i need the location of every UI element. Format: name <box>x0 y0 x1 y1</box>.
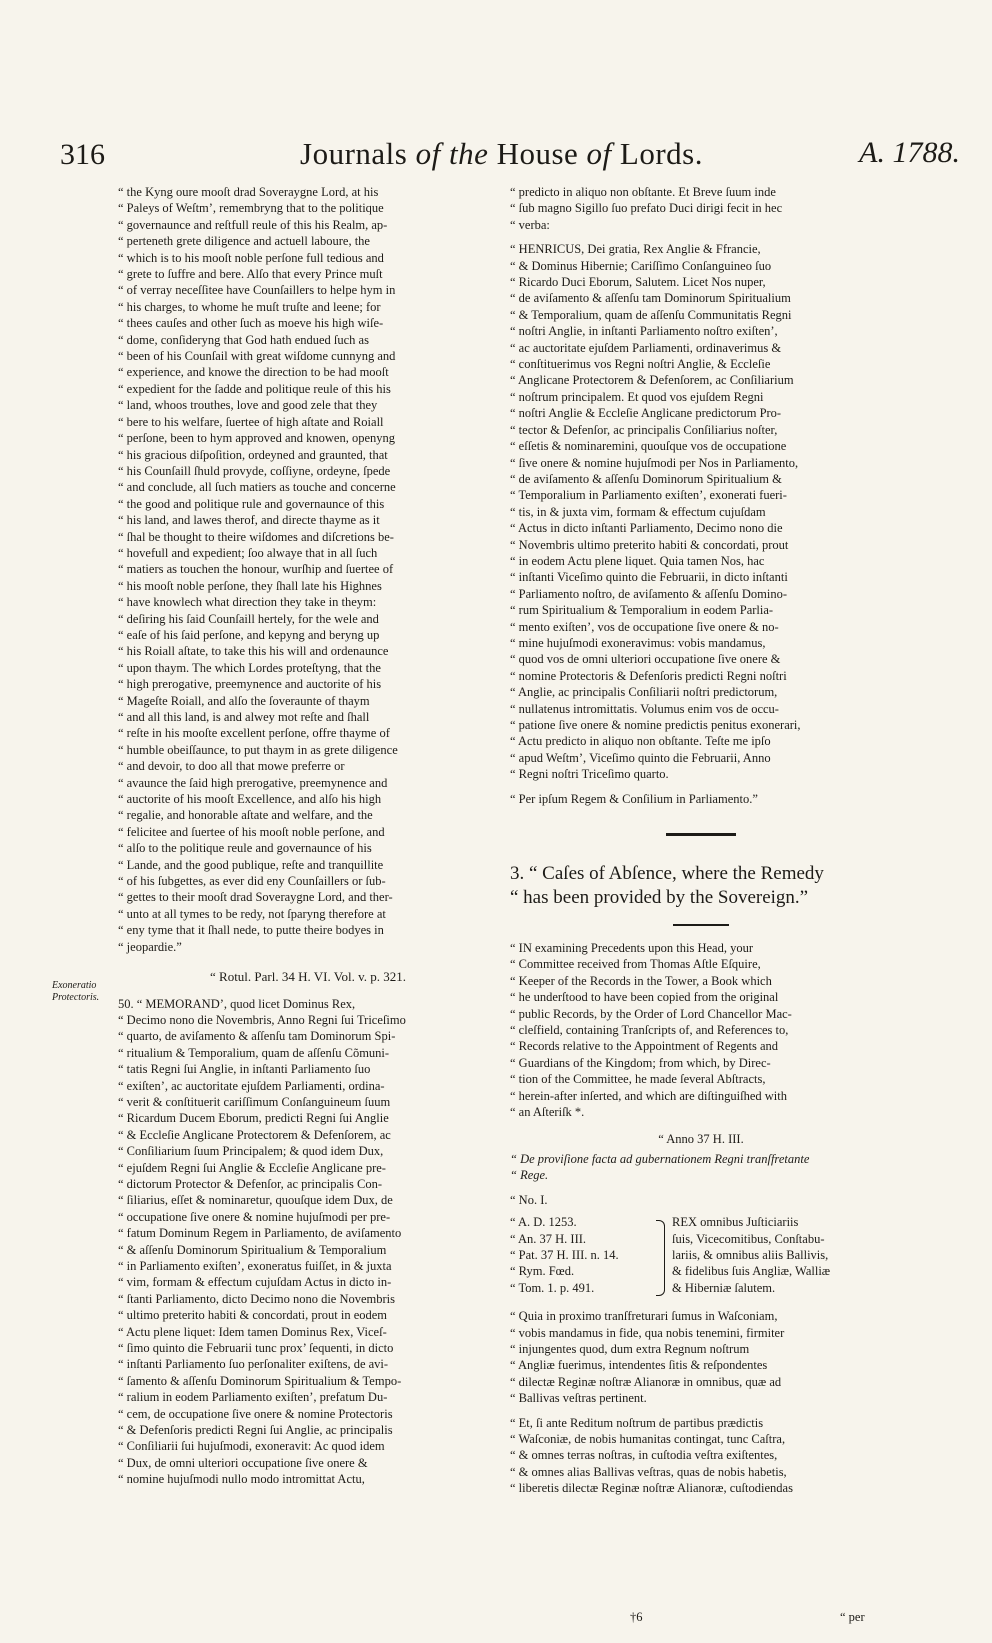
section-rule <box>666 833 736 836</box>
brace <box>656 1220 665 1296</box>
right-paragraph-4: “ Quia in proximo tranſfreturari ſumus in Waſconiam, “ vobis mandamus in fide, qua nobis tenemini, firmiter “ injungentes quod, dum extra Regnum noſtrum “ Angliæ fuerimus, intendentes ſitis & reſpondentes “ dilectæ Reginæ noſtræ Alianoræ in omnibus, quæ ad “ Ballivas veſtras pertinent. <box>510 1309 785 1406</box>
reference-citations: “ A. D. 1253. “ An. 37 H. III. “ Pat. 37 H. III. n. 14. “ Rym. Fœd. “ Tom. 1. p. 491. <box>510 1215 619 1295</box>
anno-heading: “ Anno 37 H. III. <box>658 1131 744 1146</box>
catchword: “ per <box>840 1610 865 1624</box>
number-one: “ No. I. <box>510 1192 548 1207</box>
right-column <box>510 184 892 1497</box>
right-paragraph-3: “ IN examining Precedents upon this Head, your “ Committee received from Thomas Aſtle Eſquire, “ Keeper of the Records in the Tower, a Book which “ he underſtood to have been copied from the original “ public Records, by the Order of Lord Chancellor Mac- “ cleſfield, containing Tranſcripts of, and References to, “ Records relative to the Appointment of Regents and “ Guardians of the Kingdom; from which, by Direc- “ tion of the Committee, he made ſeveral Abſtracts, “ herein-after inſerted, and which are diſtinguiſhed with “ an Aſteriſk *. <box>510 941 792 1120</box>
per-ipsum-line: “ Per ipſum Regem & Conſilium in Parliamento.” <box>510 791 758 806</box>
heading-rule <box>673 924 729 926</box>
provisione-heading: “ De proviſione facta ad gubernationem Regni tranſfretante “ Rege. <box>510 1151 810 1183</box>
right-paragraph-5: “ Et, ſi ante Reditum noſtrum de partibus prædictis “ Waſconiæ, de nobis humanitas contingat, tunc Caſtra, “ & omnes terras noſtras, in cuſtodia veſtra exiſtentes, “ & omnes alias Ballivas veſtras, quas de nobis habetis, “ liberetis dilectæ Reginæ noſtræ Alianoræ, cuſtodiendas <box>510 1415 793 1496</box>
year: A. 1788. <box>859 136 960 169</box>
running-header <box>60 128 960 178</box>
right-paragraph-1: “ predicto in aliquo non obſtante. Et Breve ſuum inde “ ſub magno Sigillo ſuo prefato Duci dirigi fecit in hec “ verba: <box>510 185 783 232</box>
left-paragraph-1: “ the Kyng oure mooſt drad Soveraygne Lord, at his “ Paleys of Weſtm’, remembryng that to the politique “ governaunce and reſtfull reule of this his Realm, ap- “ perteneth grete diligence and actuell laboure, the “ which is to his mooſt noble perſone full tedious and “ grete to ſuffre and bere. Alſo that every Prince muſt “ of verray neceſſitee have Counſaillers to helpe hym in “ his charges, to whome he muſt truſte and leene; for “ thees cauſes and other ſuch as moeve his high wiſe- “ dome, conſideryng that God hath endued ſuch as “ been of his Counſail with great wiſdome cunnyng and “ experience, and knowe the direction to be had mooſt “ expedient for the ſadde and politique reule of this his “ land, whoos trouthes, love and good zele that they “ bere to his welfare, ſuertee of high aſtate and Roiall “ perſone, been to hym approved and knowen, openyng “ his gracious diſpoſition, ordeyned and graunted, that “ his Counſaill ſhuld provyde, coſſiyne, ordeyne, ſpede “ and conclude, all ſuch matiers as touche and concerne “ the good and politique rule and governaunce of this “ his land, and lawes therof, and directe thayme as it “ ſhal be thought to theire wiſdomes and diſcretions be- “ hovefull and expedient; ſoo alwaye that in all ſuch “ matiers as touchen the honour, wurſhip and ſuertee of “ his mooſt noble perſone, they ſhall late his Highnes “ have knowlech what direction they take in theym: “ deſiring his ſaid Counſaill hertely, for the wele and “ eaſe of his ſaid perſone, and kepyng and beryng up “ his Roiall aſtate, to take this his will and ordenaunce “ upon thaym. The which Lordes proteſtyng, that the “ high prerogative, preemynence and auctorite of his “ Mageſte Roiall, and alſo the ſoveraunte of thaym “ and all this land, is and alwey mot reſte and ſhall “ reſte in his mooſte excellent perſone, offre thayme of “ humble obeiſſaunce, to put thaym in as grete diligence “ and devoir, to doo all that mowe preferre or “ avaunce the ſaid high prerogative, preemynence and “ auctorite of his mooſt Excellence, and alſo his high “ regalie, and honorable aſtate and welfare, and the “ felicitee and ſuertee of his mooſt noble perſone, and “ alſo to the politique reule and governaunce of his “ Lande, and the good publique, reſte and tranquillite “ of his ſubgettes, as ever did eny Counſaillers or ſub- “ gettes to their mooſt drad Soveraygne Lord, and ther- “ unto at all tymes to be redy, not ſparyng therefore at “ eny tyme that it ſhall nede, to putte theire bodyes in “ jeopardie.” <box>118 185 398 954</box>
left-paragraph-2: 50. “ MEMORAND’, quod licet Dominus Rex, “ Decimo nono die Novembris, Anno Regni ſui Triceſimo “ quarto, de aviſamento & aſſenſu tam Dominorum Spi- “ ritualium & Temporalium, quam de aſſenſu Cõmuni- “ tatis Regni ſui Anglie, in inſtanti Parliamento ſuo “ exiſten’, ac auctoritate ejuſdem Parliamenti, ordina- “ verit & conſtituerit cariſſimum Conſanguineum ſuum “ Ricardum Ducem Eborum, predicti Regni ſui Anglie “ & Eccleſie Anglicane Protectorem & Defenſorem, ac “ Conſiliarium ſuum Principalem; & quod idem Dux, “ ejuſdem Regni ſui Anglie & Eccleſie Anglicane pre- “ dictorum Protector & Defenſor, ac principalis Con- “ ſiliarius, eſſet & nominaretur, quouſque idem Dux, de “ occupatione ſive onere & nomine hujuſmodi per pre- “ fatum Dominum Regem in Parliamento, de aviſamento “ & aſſenſu Dominorum Spiritualium & Temporalium “ in Parliamento exiſten’, exoneratus fuiſſet, in & juxta “ vim, formam & effectum cujuſdam Actus in dicto in- “ ſtanti Parliamento, dicto Decimo nono die Novembris “ ultimo preterito habiti & concordati, prout in eodem “ Actu plene liquet: Idem tamen Dominus Rex, Viceſ- “ ſimo quinto die Februarii tunc prox’ ſequenti, in dicto “ inſtanti Parliamento ſuo perſonaliter exiſtens, de avi- “ ſamento & aſſenſu Dominorum Spiritualium & Tempo- “ ralium in eodem Parliamento exiſten’, prefatum Du- “ cem, de occupatione ſive onere & nomine Protectoris “ & Defenſoris predicti Regni ſui Anglie, ac principalis “ Conſiliarii ſui hujuſmodi, exoneravit: Ac quod idem “ Dux, de omni ulteriori occupatione ſive onere & “ nomine hujuſmodi nullo modo intromittat Actu, <box>118 996 406 1487</box>
signature-mark: †6 <box>630 1610 643 1624</box>
rotul-reference: “ Rotul. Parl. 34 H. VI. Vol. v. p. 321. <box>210 969 406 985</box>
running-title: Journals of the House of Lords. <box>300 136 703 171</box>
right-paragraph-2: “ HENRICUS, Dei gratia, Rex Anglie & Ffrancie, “ & Dominus Hibernie; Cariſſimo Conſanguineo ſuo “ Ricardo Duci Eborum, Salutem. Licet Nos nuper, “ de aviſamento & aſſenſu tam Dominorum Spiritualium “ & Temporalium, quam de aſſenſu Communitatis Regni “ noſtri Anglie, in inſtanti Parliamento noſtro exiſten’, “ ac auctoritate ejuſdem Parliamenti, ordinaverimus & “ conſtituerimus vos Regni noſtri Anglie, & Eccleſie “ Anglicane Protectorem & Defenſorem, ac Conſiliarium “ noſtrum principalem. Et quod vos ejuſdem Regni “ noſtri Anglie & Eccleſie Anglicane predictorum Pro- “ tector & Defenſor, ac principalis Conſiliarius noſter, “ eſſetis & nominaremini, quouſque vos de occupatione “ ſive onere & nomine hujuſmodi per Nos in Parliamento, “ de aviſamento & aſſenſu Dominorum Spiritualium & “ Temporalium in Parliamento exiſten’, exonerati fueri- “ tis, in & juxta vim, formam & effectum cujuſdam “ Actus in dicto inſtanti Parliamento, Decimo nono die “ Novembris ultimo preterito habiti & concordati, prout “ in eodem Actu plene liquet. Quia tamen Nos, hac “ inſtanti Viceſimo quinto die Februarii, in dicto inſtanti “ Parliamento noſtro, de aviſamento & aſſenſu Domino- “ rum Spiritualium & Temporalium in eodem Parlia- “ mento exiſten’, vos de occupatione ſive onere & no- “ mine hujuſmodi exoneravimus: vobis mandamus, “ quod vos de omni ulteriori occupatione ſive onere & “ nomine Protectoris & Defenſoris predicti Regni noſtri “ Anglie, ac principalis Conſiliarii noſtri predictorum, “ nullatenus intromittatis. Volumus enim vos de occu- “ patione ſive onere & nomine predictis penitus exonerari, “ Actu predicto in aliquo non obſtante. Teſte me ipſo “ apud Weſtm’, Viceſimo quinto die Februarii, Anno “ Regni noſtri Triceſimo quarto. <box>510 242 801 782</box>
margin-note: Exoneratio Protectoris. <box>52 980 100 1003</box>
page-number: 316 <box>60 138 105 171</box>
reference-text: REX omnibus Juſticiariis ſuis, Vicecomitibus, Conſtabu- lariis, & omnibus aliis Ballivis, & fidelibus ſuis Angliæ, Walliæ & Hiberniæ ſalutem. <box>672 1215 831 1295</box>
section-heading: 3. “ Caſes of Abſence, where the Remedy “ has been provided by the Sovereign.” <box>510 863 824 909</box>
left-column <box>118 184 498 1488</box>
reference-block <box>510 1214 892 1300</box>
